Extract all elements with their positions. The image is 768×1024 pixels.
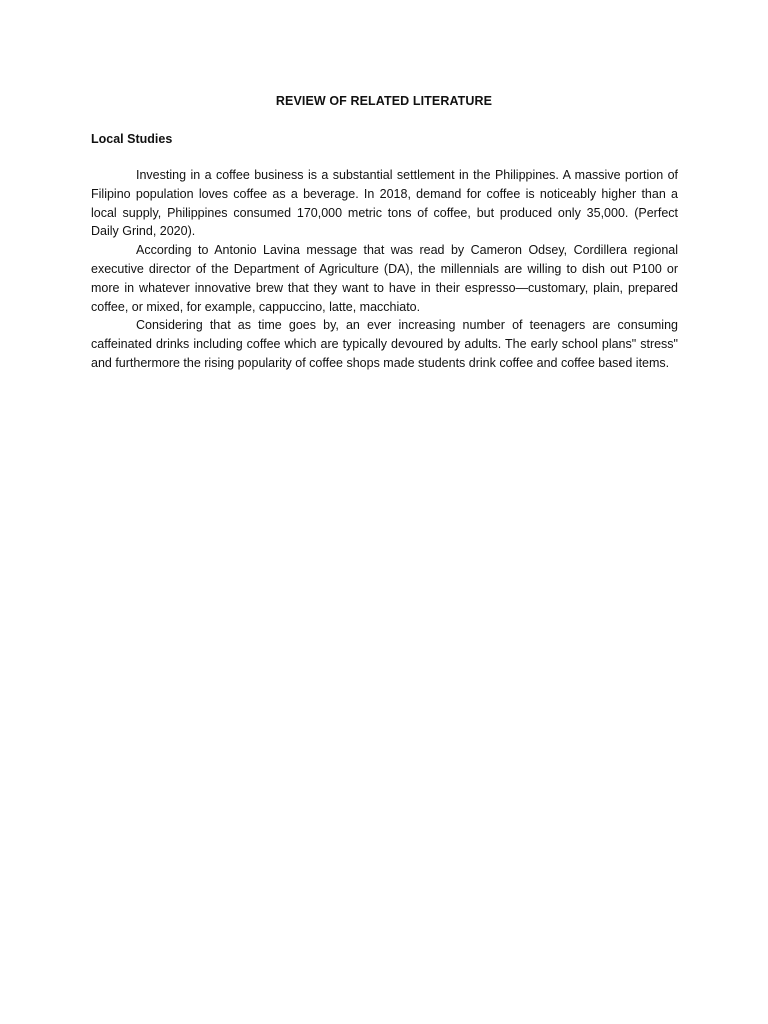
section-heading: Local Studies xyxy=(91,132,173,146)
paragraph: Investing in a coffee business is a substantial settlement in the Philippines. A massive portion of Filipino population loves coffee as a beverage. In 2018, demand for coffee is noticeably higher than a local supply, Philippines consumed 170,000 metric tons of coffee, but produced only 35,000. (Perfect Daily Grind, 2020). xyxy=(91,168,678,239)
document-title: REVIEW OF RELATED LITERATURE xyxy=(275,94,493,108)
paragraph: Considering that as time goes by, an ever increasing number of teenagers are consuming caffeinated drinks including coffee which are typically devoured by adults. The early school plans" stress" and furthermore the rising popularity of coffee shops made students drink coffee and coffee based items. xyxy=(91,318,678,370)
paragraph: According to Antonio Lavina message that was read by Cameron Odsey, Cordillera regional executive director of the Department of Agriculture (DA), the millennials are willing to dish out P100 or more in whatever innovative brew that they want to have in their espresso—customary, plain, prepared coffee, or mixed, for example, cappuccino, latte, macchiato. xyxy=(91,243,678,314)
document-body xyxy=(91,166,678,373)
